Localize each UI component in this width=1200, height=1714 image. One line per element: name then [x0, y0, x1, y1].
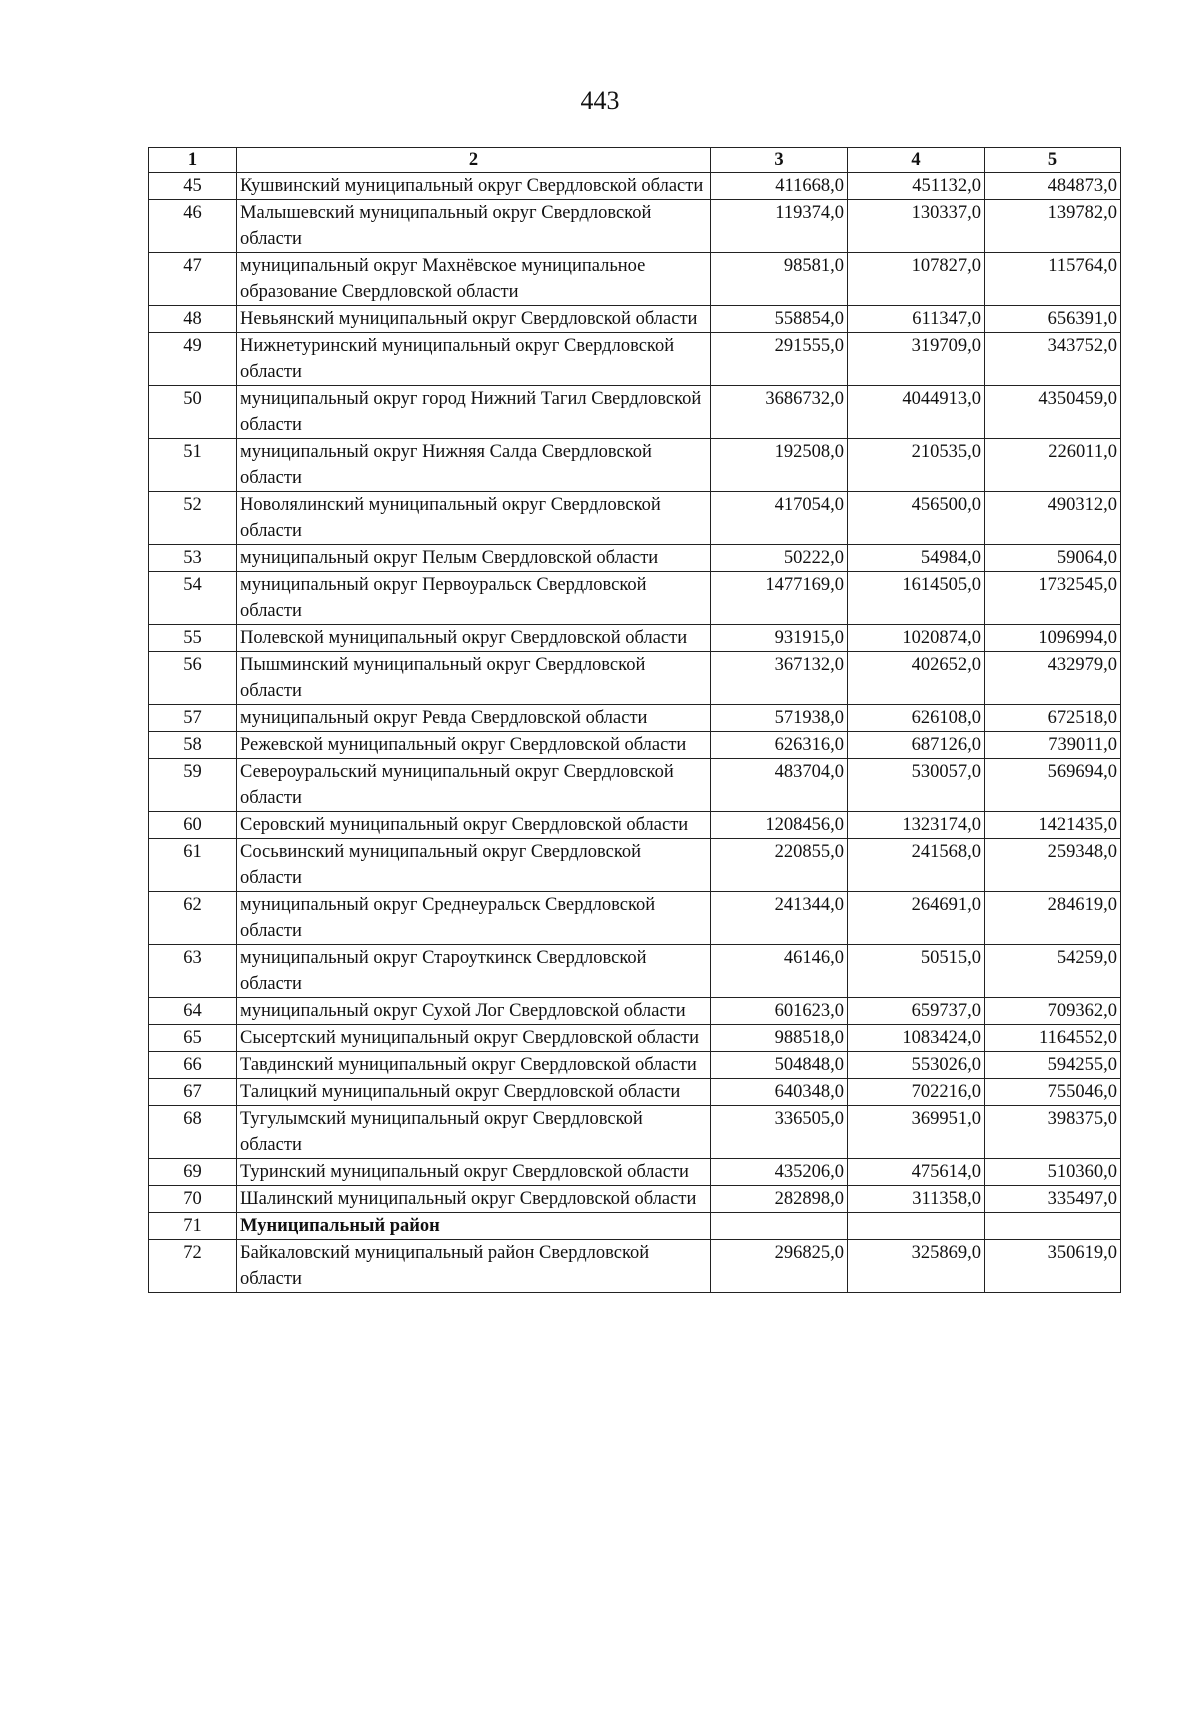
row-number: 58: [149, 732, 237, 759]
table-row: [149, 1079, 1121, 1106]
row-number: 63: [149, 945, 237, 998]
table-row: [149, 759, 1121, 812]
row-name: муниципальный округ Махнёвское муниципальное образование Свердловской области: [237, 253, 711, 306]
row-value-col5: 569694,0: [985, 759, 1121, 812]
page-number: 443: [580, 86, 620, 115]
row-number: 70: [149, 1186, 237, 1213]
row-value-col5: 1096994,0: [985, 625, 1121, 652]
table-row: [149, 812, 1121, 839]
row-value-col5: 739011,0: [985, 732, 1121, 759]
row-value-col3: 241344,0: [711, 892, 848, 945]
row-value-col5: 1732545,0: [985, 572, 1121, 625]
row-name: Сосьвинский муниципальный округ Свердловской области: [237, 839, 711, 892]
row-value-col3: 367132,0: [711, 652, 848, 705]
table-row: [149, 306, 1121, 333]
row-number: 65: [149, 1025, 237, 1052]
row-value-col3: 119374,0: [711, 200, 848, 253]
row-value-col4: 107827,0: [848, 253, 985, 306]
table-row: [149, 945, 1121, 998]
row-value-col5: 350619,0: [985, 1240, 1121, 1293]
row-name: муниципальный округ Ревда Свердловской области: [237, 705, 711, 732]
row-value-col5: [985, 1213, 1121, 1240]
table-row: [149, 625, 1121, 652]
row-name: Серовский муниципальный округ Свердловской области: [237, 812, 711, 839]
row-number: 66: [149, 1052, 237, 1079]
row-value-col4: 1020874,0: [848, 625, 985, 652]
row-name: муниципальный округ Староуткинск Свердловской области: [237, 945, 711, 998]
row-value-col4: 264691,0: [848, 892, 985, 945]
row-number: 46: [149, 200, 237, 253]
header-col-1: 1: [149, 148, 237, 173]
row-value-col3: 640348,0: [711, 1079, 848, 1106]
table-header-row: [149, 148, 1121, 173]
row-name: муниципальный округ Среднеуральск Свердловской области: [237, 892, 711, 945]
row-value-col3: 1477169,0: [711, 572, 848, 625]
row-value-col5: 398375,0: [985, 1106, 1121, 1159]
row-name: Байкаловский муниципальный район Свердловской области: [237, 1240, 711, 1293]
row-value-col3: 98581,0: [711, 253, 848, 306]
row-value-col4: 1083424,0: [848, 1025, 985, 1052]
row-number: 64: [149, 998, 237, 1025]
row-name: Невьянский муниципальный округ Свердловской области: [237, 306, 711, 333]
header-col-2: 2: [237, 148, 711, 173]
row-value-col5: 284619,0: [985, 892, 1121, 945]
row-value-col4: 402652,0: [848, 652, 985, 705]
row-number: 55: [149, 625, 237, 652]
row-value-col3: 282898,0: [711, 1186, 848, 1213]
row-value-col4: 611347,0: [848, 306, 985, 333]
row-value-col3: 50222,0: [711, 545, 848, 572]
row-value-col4: 325869,0: [848, 1240, 985, 1293]
row-value-col5: 510360,0: [985, 1159, 1121, 1186]
row-value-col4: 659737,0: [848, 998, 985, 1025]
row-value-col3: 192508,0: [711, 439, 848, 492]
table-row: [149, 998, 1121, 1025]
row-number: 48: [149, 306, 237, 333]
row-number: 51: [149, 439, 237, 492]
row-name: Режевской муниципальный округ Свердловской области: [237, 732, 711, 759]
row-number: 53: [149, 545, 237, 572]
row-name: муниципальный округ Нижняя Салда Свердловской области: [237, 439, 711, 492]
row-value-col5: 139782,0: [985, 200, 1121, 253]
row-value-col5: 672518,0: [985, 705, 1121, 732]
row-name: Тавдинский муниципальный округ Свердловской области: [237, 1052, 711, 1079]
budget-table: [148, 147, 1121, 1293]
row-name: Кушвинский муниципальный округ Свердловской области: [237, 173, 711, 200]
row-value-col4: 54984,0: [848, 545, 985, 572]
table-row: [149, 1186, 1121, 1213]
row-value-col3: 504848,0: [711, 1052, 848, 1079]
row-value-col4: 369951,0: [848, 1106, 985, 1159]
row-value-col5: 59064,0: [985, 545, 1121, 572]
row-value-col3: [711, 1213, 848, 1240]
table-row: [149, 892, 1121, 945]
row-number: 49: [149, 333, 237, 386]
table-row: [149, 572, 1121, 625]
row-name: Североуральский муниципальный округ Свердловской области: [237, 759, 711, 812]
row-value-col4: 530057,0: [848, 759, 985, 812]
row-value-col4: 50515,0: [848, 945, 985, 998]
row-number: 54: [149, 572, 237, 625]
row-number: 56: [149, 652, 237, 705]
row-number: 50: [149, 386, 237, 439]
row-number: 57: [149, 705, 237, 732]
table-row: [149, 1106, 1121, 1159]
row-name: муниципальный округ Сухой Лог Свердловской области: [237, 998, 711, 1025]
row-number: 69: [149, 1159, 237, 1186]
table-row: [149, 1052, 1121, 1079]
row-value-col3: 336505,0: [711, 1106, 848, 1159]
row-value-col3: 626316,0: [711, 732, 848, 759]
row-number: 71: [149, 1213, 237, 1240]
row-value-col3: 601623,0: [711, 998, 848, 1025]
row-number: 61: [149, 839, 237, 892]
row-value-col5: 709362,0: [985, 998, 1121, 1025]
table-row: [149, 652, 1121, 705]
table-row: [149, 200, 1121, 253]
row-value-col4: 702216,0: [848, 1079, 985, 1106]
table-row: [149, 545, 1121, 572]
row-name: Малышевский муниципальный округ Свердловской области: [237, 200, 711, 253]
row-value-col4: 4044913,0: [848, 386, 985, 439]
table-row: [149, 1025, 1121, 1052]
row-value-col5: 259348,0: [985, 839, 1121, 892]
row-value-col4: 241568,0: [848, 839, 985, 892]
row-value-col3: 291555,0: [711, 333, 848, 386]
row-value-col3: 3686732,0: [711, 386, 848, 439]
row-value-col5: 484873,0: [985, 173, 1121, 200]
table-row: [149, 839, 1121, 892]
row-value-col5: 1164552,0: [985, 1025, 1121, 1052]
row-value-col3: 417054,0: [711, 492, 848, 545]
header-col-3: 3: [711, 148, 848, 173]
table-row: [149, 439, 1121, 492]
row-value-col4: [848, 1213, 985, 1240]
table-row: [149, 333, 1121, 386]
row-name: Сысертский муниципальный округ Свердловской области: [237, 1025, 711, 1052]
row-value-col5: 335497,0: [985, 1186, 1121, 1213]
row-value-col4: 456500,0: [848, 492, 985, 545]
table-row: [149, 253, 1121, 306]
row-value-col3: 220855,0: [711, 839, 848, 892]
row-number: 67: [149, 1079, 237, 1106]
row-number: 45: [149, 173, 237, 200]
row-name: Тугулымский муниципальный округ Свердловской области: [237, 1106, 711, 1159]
row-value-col3: 571938,0: [711, 705, 848, 732]
row-value-col4: 311358,0: [848, 1186, 985, 1213]
row-value-col4: 626108,0: [848, 705, 985, 732]
table-row: [149, 1240, 1121, 1293]
row-number: 59: [149, 759, 237, 812]
row-value-col4: 553026,0: [848, 1052, 985, 1079]
row-value-col5: 432979,0: [985, 652, 1121, 705]
row-value-col5: 226011,0: [985, 439, 1121, 492]
row-number: 60: [149, 812, 237, 839]
row-value-col3: 483704,0: [711, 759, 848, 812]
row-value-col4: 319709,0: [848, 333, 985, 386]
row-name: муниципальный округ Пелым Свердловской области: [237, 545, 711, 572]
row-number: 72: [149, 1240, 237, 1293]
row-number: 68: [149, 1106, 237, 1159]
row-value-col5: 594255,0: [985, 1052, 1121, 1079]
row-value-col4: 475614,0: [848, 1159, 985, 1186]
row-number: 52: [149, 492, 237, 545]
row-name: муниципальный округ Первоуральск Свердловской области: [237, 572, 711, 625]
row-name: муниципальный округ город Нижний Тагил Свердловской области: [237, 386, 711, 439]
row-value-col4: 1614505,0: [848, 572, 985, 625]
table-row: [149, 705, 1121, 732]
row-value-col3: 931915,0: [711, 625, 848, 652]
row-value-col5: 115764,0: [985, 253, 1121, 306]
header-col-4: 4: [848, 148, 985, 173]
table-row: [149, 1159, 1121, 1186]
row-value-col5: 54259,0: [985, 945, 1121, 998]
row-value-col5: 755046,0: [985, 1079, 1121, 1106]
table-row: [149, 386, 1121, 439]
row-value-col4: 210535,0: [848, 439, 985, 492]
table-row: [149, 173, 1121, 200]
row-value-col3: 411668,0: [711, 173, 848, 200]
row-name: Талицкий муниципальный округ Свердловской области: [237, 1079, 711, 1106]
row-name: Нижнетуринский муниципальный округ Свердловской области: [237, 333, 711, 386]
table-row: [149, 492, 1121, 545]
row-value-col3: 988518,0: [711, 1025, 848, 1052]
row-value-col3: 46146,0: [711, 945, 848, 998]
row-name: Туринский муниципальный округ Свердловской области: [237, 1159, 711, 1186]
row-value-col5: 1421435,0: [985, 812, 1121, 839]
row-name: Муниципальный район: [237, 1213, 711, 1240]
row-name: Шалинский муниципальный округ Свердловской области: [237, 1186, 711, 1213]
row-value-col3: 435206,0: [711, 1159, 848, 1186]
row-name: Пышминский муниципальный округ Свердловской области: [237, 652, 711, 705]
row-number: 62: [149, 892, 237, 945]
row-value-col5: 343752,0: [985, 333, 1121, 386]
row-value-col4: 687126,0: [848, 732, 985, 759]
row-value-col4: 1323174,0: [848, 812, 985, 839]
header-col-5: 5: [985, 148, 1121, 173]
row-name: Полевской муниципальный округ Свердловской области: [237, 625, 711, 652]
row-name: Новолялинский муниципальный округ Свердловской области: [237, 492, 711, 545]
row-number: 47: [149, 253, 237, 306]
row-value-col5: 656391,0: [985, 306, 1121, 333]
row-value-col5: 4350459,0: [985, 386, 1121, 439]
row-value-col4: 130337,0: [848, 200, 985, 253]
row-value-col4: 451132,0: [848, 173, 985, 200]
row-value-col3: 296825,0: [711, 1240, 848, 1293]
table-row: [149, 732, 1121, 759]
row-value-col5: 490312,0: [985, 492, 1121, 545]
row-value-col3: 558854,0: [711, 306, 848, 333]
table-row: [149, 1213, 1121, 1240]
row-value-col3: 1208456,0: [711, 812, 848, 839]
